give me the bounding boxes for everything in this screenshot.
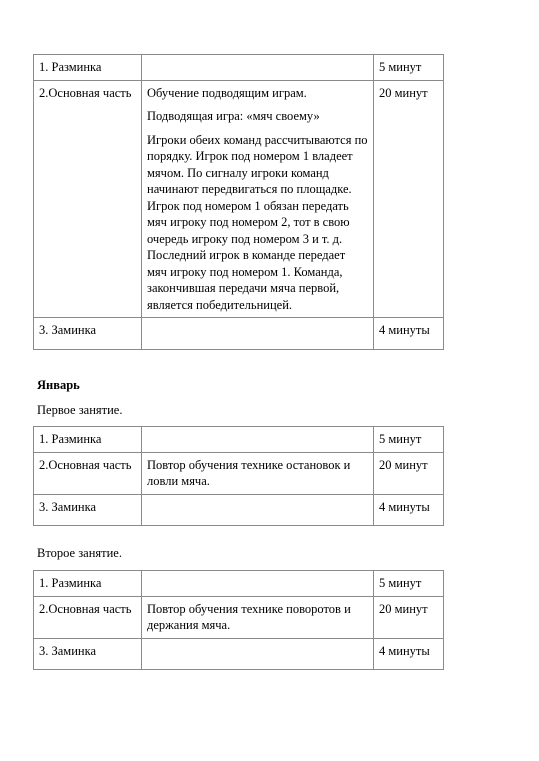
month-heading: Январь <box>37 378 80 392</box>
content-cell <box>142 80 374 318</box>
lesson-title-1: Первое занятие. <box>37 403 123 417</box>
content-cell <box>142 55 374 81</box>
table-row <box>34 638 444 670</box>
lesson-plan-table-3 <box>33 570 444 670</box>
duration-cell: 5 минут <box>374 427 444 453</box>
phase-cell: 1. Разминка <box>34 427 142 453</box>
table-row <box>34 571 444 597</box>
duration-cell: 4 минуты <box>374 494 444 526</box>
table-row <box>34 452 444 494</box>
paragraph: Обучение подводящим играм. <box>147 85 307 100</box>
table-row <box>34 494 444 526</box>
phase-cell: 3. Заминка <box>34 494 142 526</box>
duration-cell: 4 минуты <box>374 638 444 670</box>
table-row <box>34 427 444 453</box>
duration-cell: 5 минут <box>374 571 444 597</box>
table-row <box>34 55 444 81</box>
phase-cell: 1. Разминка <box>34 571 142 597</box>
paragraph: Игроки обеих команд рассчитываются по порядку. Игрок под номером 1 владеет мячом. По сигналу игроки команд начинают передвигаться по площадке. Игрок под номером 1 обязан передать мяч игроку под номером 2, тот в свою очередь игроку под номером 3 и т. д. Последний игрок в команде передает мяч игроку под номером 1. Команда, закончившая передачи мяча первой, является победительницей. <box>147 132 368 312</box>
table-row <box>34 80 444 318</box>
content-cell <box>142 427 374 453</box>
duration-cell: 20 минут <box>374 596 444 638</box>
table-row <box>34 596 444 638</box>
phase-cell: 2.Основная часть <box>34 80 142 318</box>
duration-cell: 4 минуты <box>374 318 444 350</box>
content-cell: Повтор обучения технике остановок и ловли мяча. <box>142 452 374 494</box>
phase-cell: 3. Заминка <box>34 638 142 670</box>
duration-cell: 20 минут <box>374 452 444 494</box>
lesson-plan-table-1 <box>33 54 444 350</box>
table-row <box>34 318 444 350</box>
content-cell <box>142 571 374 597</box>
content-cell <box>142 318 374 350</box>
content-cell <box>142 638 374 670</box>
duration-cell: 20 минут <box>374 80 444 318</box>
phase-cell: 2.Основная часть <box>34 596 142 638</box>
duration-cell: 5 минут <box>374 55 444 81</box>
lesson-title-2: Второе занятие. <box>37 546 122 560</box>
paragraph: Подводящая игра: «мяч своему» <box>147 109 320 123</box>
phase-cell: 3. Заминка <box>34 318 142 350</box>
lesson-plan-table-2 <box>33 426 444 526</box>
phase-cell: 1. Разминка <box>34 55 142 81</box>
content-cell: Повтор обучения технике поворотов и держания мяча. <box>142 596 374 638</box>
content-cell <box>142 494 374 526</box>
phase-cell: 2.Основная часть <box>34 452 142 494</box>
